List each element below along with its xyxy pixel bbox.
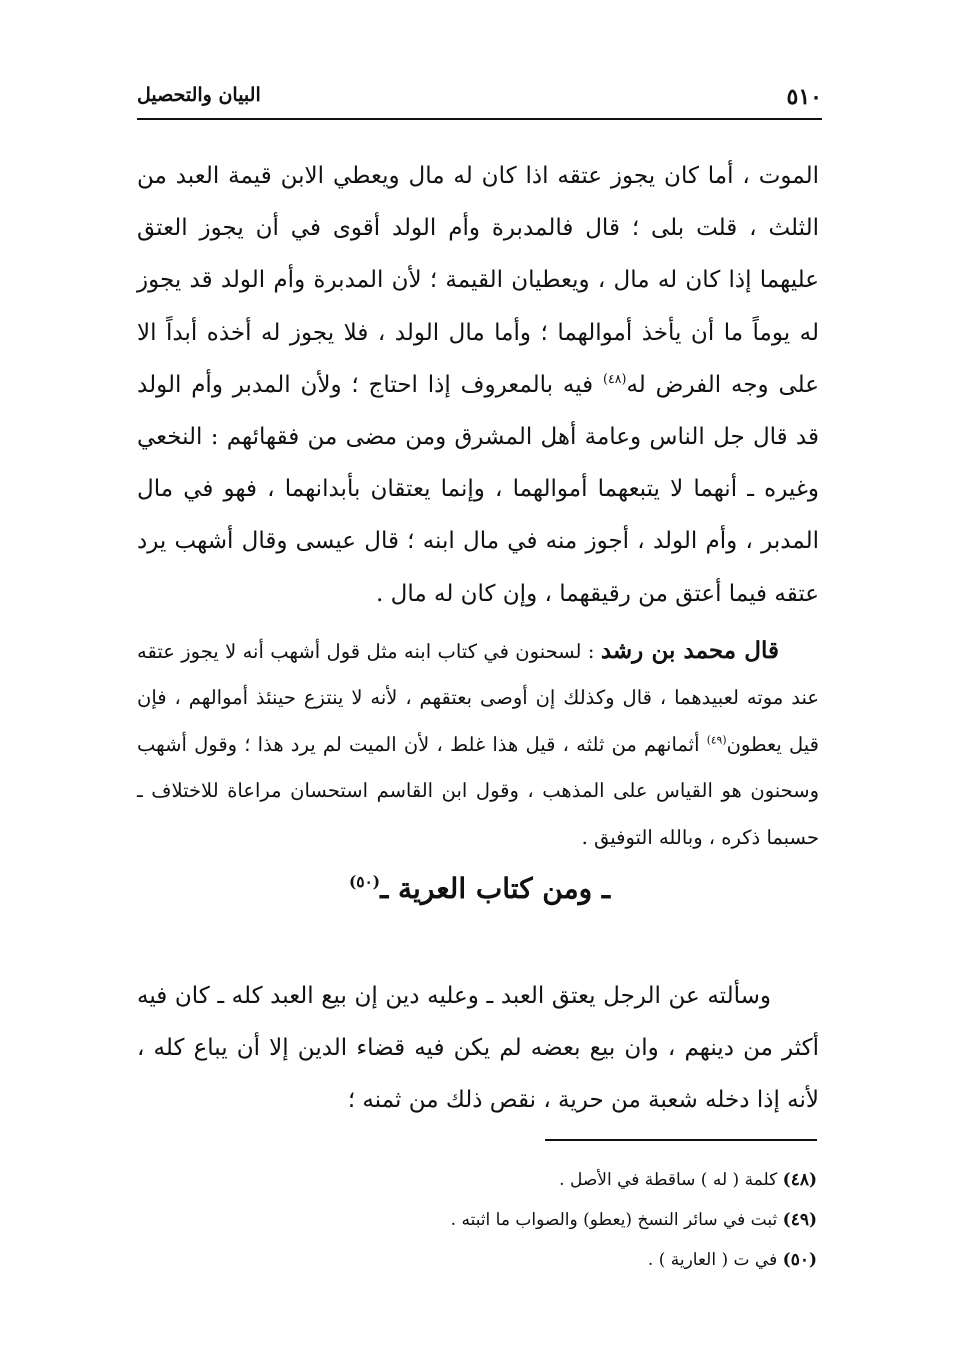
footnote-rule <box>545 1139 817 1141</box>
footnote-number: (٥٠) <box>782 1250 817 1270</box>
footnote-ref-50: (٥٠) <box>348 873 381 892</box>
footnote-ref-48: (٤٨) <box>603 370 627 386</box>
header-rule <box>137 118 822 120</box>
page-number: ٥١٠ <box>786 84 822 110</box>
footnotes <box>137 1160 817 1280</box>
footnote-number: (٤٨) <box>782 1170 817 1190</box>
para3-text: وسألته عن الرجل يعتق العبد ـ وعليه دين إن بيع العبد كله ـ كان فيه أكثر من دينهم ، وان بيع بعضه لم يكن فيه قضاء الدين إلا أن يباع كله ، لأنه إذا دخله شعبة من حرية ، نقص ذلك من ثمنه ؛ <box>137 983 819 1113</box>
footnote-text: في ت ( العارية ) . <box>647 1250 783 1270</box>
running-title: البيان والتحصيل <box>137 84 261 106</box>
para2-text-a: : لسحنون في كتاب ابنه مثل قول أشهب أنه لا يجوز عتقه عند موته لعبيدهما ، قال وكذلك إن أوصى بعتقهم ، لأنه لا ينتزع حينئذ أموالهم ، فإن قيل يعطون <box>137 640 819 756</box>
section-heading <box>137 872 822 905</box>
footnote-ref-49: (٤٩) <box>706 733 727 747</box>
footnote-text: كلمة ( له ) ساقطة في الأصل . <box>559 1170 783 1190</box>
section-heading-text: ـ ومن كتاب العرية ـ <box>380 872 611 905</box>
footnote-48 <box>137 1160 817 1200</box>
body-paragraph-1 <box>137 150 819 620</box>
para1-text-rest: فيه بالمعروف إذا احتاج ؛ ولأن المدبر وأم الولد قد قال جل الناس وعامة أهل المشرق ومن مضى من فقهائهم : النخعي وغيره ـ أنهما لا يتبعهما أموالهما ، وإنما يعتقان بأبدانهما ، فهو في مال المدبر ، وأم الولد ، أجوز منه في مال ابنه ؛ قال عيسى وقال أشهب يرد عتقه فيما أعتق من رقيقهما ، وإن كان له مال . <box>137 371 819 607</box>
footnote-number: (٤٩) <box>782 1210 817 1230</box>
footnote-text: ثبت في سائر النسخ (يعطو) والصواب ما اثبته . <box>450 1210 783 1230</box>
footnote-50 <box>137 1240 817 1280</box>
para1-text: الموت ، أما كان يجوز عتقه اذا كان له مال ويعطي الابن قيمة العبد من الثلث ، قلت بلى ؛ قال فالمدبرة وأم الولد أقوى في أن يجوز العتق عليهما إذا كان له مال ، ويعطيان القيمة ؛ لأن المدبرة وأم الولد قد يجوز له يوماً ما أن يأخذ أموالهما ؛ وأما مال الولد ، فلا يجوز له أخذه أبداً الا على وجه الفرض له <box>137 163 819 398</box>
body-paragraph-2 <box>137 628 819 861</box>
footnote-49 <box>137 1200 817 1240</box>
body-paragraph-3 <box>137 970 819 1126</box>
para2-text-b: أثمانهم من ثلثه ، قيل هذا غلط ، لأن الميت لم يرد هذا ؛ وقول أشهب وسحنون هو القياس على المذهب ، وقول ابن القاسم استحسان مراعاة للاختلاف ـ حسبما ذكره ، وبالله التوفيق . <box>137 732 819 849</box>
commentary-lead: قال محمد بن رشد <box>600 637 779 664</box>
page-header <box>137 76 822 116</box>
